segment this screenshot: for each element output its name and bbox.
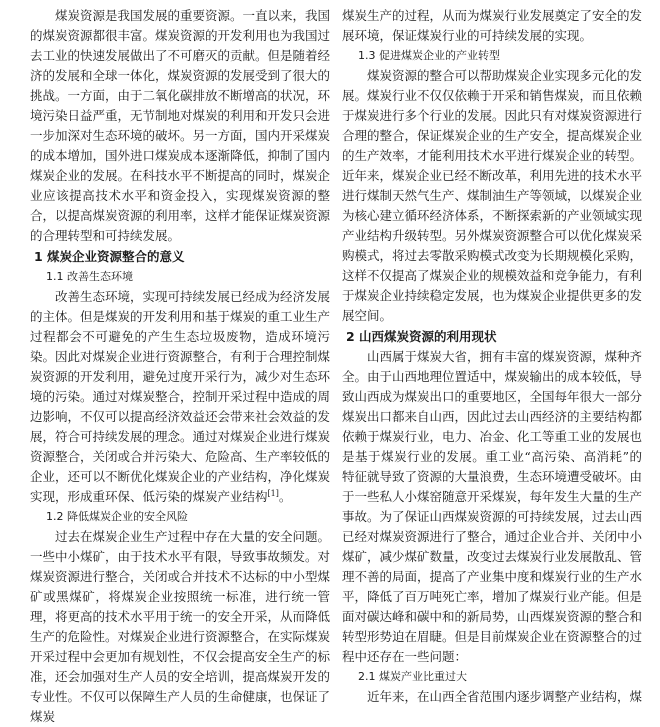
- right-column: [342, 6, 642, 707]
- section-1-heading: 1 煤炭企业资源整合的意义: [34, 249, 185, 264]
- section-2-paragraph: 山西属于煤炭大省，拥有丰富的煤炭资源，煤种齐全。由于山西地理位置适中，煤炭输出的成本较低，导致山西成为煤炭出口的重要地区，全国每年很大一部分煤炭出口都来自山西，因此过去山西经济的主要结构都依赖于煤炭行业，电力、冶金、化工等重工业的发展也是基于煤炭行业的发展。重工业“高污染、高消耗”的特征就导致了资源的大量浪费，生态环境遭受破坏。由于一些私人小煤窑随意开采煤炭，每年发生大量的生产事故。为了保证山西煤炭资源的可持续发展，过去山西已经对煤炭资源进行了整合，通过企业合并、关闭中小煤矿，减少煤矿数量，改变过去煤炭行业发展散乱、管理不善的局面，提高了产业集中度和煤炭行业的生产水平，降低了百万吨死亡率，增加了煤炭行业产能。但是面对碳达峰和碳中和的新局势，山西煤炭资源的整合和转型形势迫在眉睫。但是目前煤炭企业在资源整合的过程中还存在一些问题：: [342, 349, 643, 664]
- subsection-1-3-paragraph: 煤炭资源的整合可以帮助煤炭企业实现多元化的发展。煤炭行业不仅仅依赖于开采和销售煤炭，而且依赖于煤炭进行多个行业的发展。因此只有对煤炭资源进行合理的整合，保证煤炭企业的生产安全，提高煤炭企业的生产效率，才能利用技术水平进行煤炭企业的转型。近年来，煤炭企业已经不断改革，利用先进的技术水平进行煤制天然气生产、煤制油生产等领域，以煤炭企业为核心建立循环经济体系，不断探索新的产业领域实现产业结构升级转型。另外煤炭资源整合可以优化煤炭采购模式，将过去零散采购模式改变为长期规模化采购，这样不仅提高了煤炭企业的规模效益和竞争能力，有利于煤炭企业持续稳定发展，也为煤炭企业提供更多的发展空间。: [342, 68, 643, 323]
- intro-paragraph: 煤炭资源是我国发展的重要资源。一直以来，我国的煤炭资源都很丰富。煤炭资源的开发利用也为我国过去工业的快速发展做出了不可磨灭的贡献。但是随着经济的发展和全球一体化，煤炭资源的发展受到了很大的挑战。一方面，由于二氧化碳排放不断增高的状况，环境污染日益严重，无节制地对煤炭的利用和开发只会进一步加深对生态环境的破坏。另一方面，国内开采煤炭的成本增加，国外进口煤炭成本逐渐降低，抑制了国内煤炭企业的发展。在科技水平不断提高的同时，煤炭企业应该提高技术水平和资金投入，实现煤炭资源的整合，以提高煤炭资源的利用率，这样才能保证煤炭资源的合理转型和可持续发展。: [30, 8, 331, 243]
- subsection-1-1-text: 改善生态环境，实现可持续发展已经成为经济发展的主体。但是煤炭的开发利用和基于煤炭的重工业生产过程都会不可避免的产生生态垃圾废物，造成环境污染。因此对煤炭企业进行资源整合，有利于合理控制煤炭资源的开发利用，避免过度开采行为，减少对生态环境的污染。通过对煤炭整合，控制开采过程中造成的周边影响，不仅可以提高经济效益还会带来社会效益的发展，符合可持续发展的理念。通过对煤炭企业进行煤炭资源整合，关闭或合并污染大、危险高、生产率较低的企业，还可以不断优化煤炭企业的产业结构，净化煤炭实现，形成重环保、低污染的煤炭产业结构: [30, 289, 331, 504]
- section-2-heading: 2 山西煤炭资源的利用现状: [346, 329, 497, 344]
- subsection-2-1-heading: 2.1 煤炭产业比重过大: [358, 670, 467, 683]
- subsection-1-2-heading: 1.2 降低煤炭企业的安全风险: [46, 510, 188, 523]
- subsection-2-1-paragraph: 近年来，在山西全省范围内逐步调整产业结构，煤: [367, 689, 643, 704]
- subsection-1-1-paragraph: [30, 287, 330, 507]
- left-column: [30, 6, 330, 727]
- subsection-1-1-heading: 1.1 改善生态环境: [46, 270, 133, 283]
- subsection-1-1-text-end: 。: [278, 489, 292, 504]
- subsection-1-2-paragraph: 过去在煤炭企业生产过程中存在大量的安全问题。一些中小煤矿，由于技术水平有限，导致事故频发。对煤炭资源进行整合，关闭或合并技术不达标的中小型煤矿或黑煤矿，将煤炭企业按照统一标准，进行统一管理，将更高的技术水平用于统一的安全开采，从而降低生产的危险性。对煤炭企业进行资源整合，在实际煤炭开采过程中会更加有规划性，不仅会提高安全生产的标准，还会加强对生产人员的安全培训，提高煤炭开发的专业性。不仅可以保障生产人员的生命健康，也保证了煤炭: [30, 529, 331, 724]
- subsection-1-3-heading: 1.3 促进煤炭企业的产业转型: [358, 49, 500, 62]
- continued-paragraph: 煤炭生产的过程，从而为煤炭行业发展奠定了安全的发展环境，保证煤炭行业的可持续发展的实现。: [342, 8, 643, 43]
- citation-ref: [1]: [267, 488, 279, 498]
